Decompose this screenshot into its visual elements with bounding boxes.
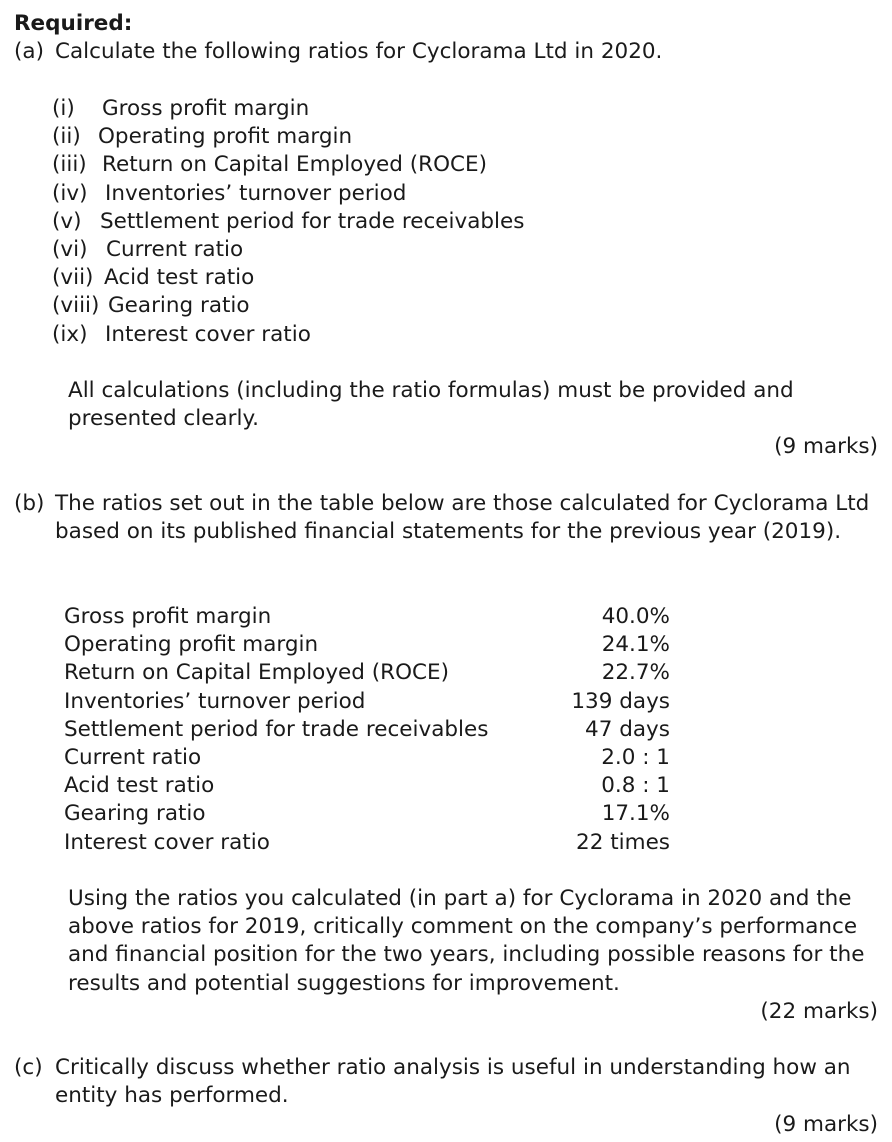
- table-row: [64, 603, 670, 631]
- table-row: [64, 631, 670, 659]
- list-item: [52, 292, 524, 320]
- list-item-number: (iii): [52, 152, 87, 178]
- list-item-number: (i): [52, 96, 75, 121]
- ratio-value: 47 days: [585, 716, 670, 742]
- table-row: [64, 829, 670, 857]
- part-c-label: (c): [14, 1055, 43, 1080]
- list-item-text: Operating profit margin: [98, 124, 353, 150]
- ratio-name: Inventories’ turnover period: [64, 688, 366, 714]
- ratio-value: 0.8 : 1: [601, 773, 670, 799]
- part-b-label: (b): [14, 491, 45, 516]
- ratio-value: 24.1%: [601, 632, 670, 658]
- list-item: [52, 95, 524, 123]
- list-item: [52, 321, 524, 349]
- ratio-name: Gearing ratio: [64, 801, 206, 827]
- part-a-label: (a): [14, 39, 44, 64]
- part-a-ratio-list: [52, 95, 524, 349]
- ratio-name: Acid test ratio: [64, 773, 215, 799]
- ratio-name: Return on Capital Employed (ROCE): [64, 660, 449, 686]
- list-item: [52, 123, 524, 151]
- table-row: [64, 659, 670, 687]
- list-item: [52, 208, 524, 236]
- ratio-name: Current ratio: [64, 745, 202, 771]
- part-b-intro: [14, 490, 884, 545]
- list-item-text: Settlement period for trade receivables: [100, 208, 525, 234]
- table-row: [64, 744, 670, 772]
- required-heading: Required:: [14, 11, 133, 36]
- ratio-name: Interest cover ratio: [64, 829, 270, 855]
- ratio-name: Gross profit margin: [64, 604, 272, 629]
- table-row: [64, 772, 670, 800]
- ratio-value: 40.0%: [601, 604, 670, 629]
- part-a-marks: (9 marks): [774, 434, 878, 459]
- ratio-value: 2.0 : 1: [601, 745, 670, 771]
- part-a-intro: [14, 38, 662, 66]
- list-item-text: Gearing ratio: [108, 293, 250, 319]
- part-c-marks: (9 marks): [774, 1112, 878, 1137]
- list-item-text: Current ratio: [106, 236, 244, 262]
- table-row: [64, 688, 670, 716]
- list-item: [52, 264, 524, 292]
- part-b-marks: (22 marks): [760, 999, 878, 1024]
- list-item-number: (vi): [52, 236, 88, 262]
- list-item-text: Return on Capital Employed (ROCE): [102, 152, 487, 178]
- table-row: [64, 716, 670, 744]
- list-item-text: Gross profit margin: [102, 96, 310, 121]
- list-item: [52, 151, 524, 179]
- list-item-number: (viii): [52, 293, 100, 319]
- ratio-name: Settlement period for trade receivables: [64, 716, 489, 742]
- ratio-value: 22 times: [576, 829, 670, 855]
- part-a-intro-text: Calculate the following ratios for Cyclorama Ltd in 2020.: [55, 39, 663, 64]
- ratio-name: Operating profit margin: [64, 632, 319, 658]
- ratio-value: 139 days: [571, 688, 670, 714]
- part-c-question-text: Critically discuss whether ratio analysis is useful in understanding how an entity has performed.: [55, 1055, 851, 1109]
- list-item-number: (ix): [52, 321, 88, 347]
- list-item-text: Interest cover ratio: [105, 321, 311, 347]
- table-row: [64, 800, 670, 828]
- ratio-value: 22.7%: [601, 660, 670, 686]
- list-item: [52, 236, 524, 264]
- part-a-note: All calculations (including the ratio formulas) must be provided and presented clearly.: [68, 378, 794, 432]
- ratio-table-2019: [64, 603, 670, 857]
- list-item-number: (iv): [52, 180, 88, 206]
- list-item-number: (v): [52, 208, 82, 234]
- part-b-intro-text: The ratios set out in the table below are those calculated for Cyclorama Ltd based on its published financial statements for the previous year (2019).: [55, 491, 870, 545]
- list-item-number: (ii): [52, 124, 81, 150]
- part-b-question: Using the ratios you calculated (in part a) for Cyclorama in 2020 and the above ratios for 2019, critically comment on the company’s performance and financial position for the two years, including possible reasons for the results and potential suggestions for improvement.: [68, 886, 865, 996]
- list-item: [52, 180, 524, 208]
- list-item-text: Inventories’ turnover period: [105, 180, 407, 206]
- part-c-question: [14, 1054, 884, 1109]
- list-item-number: (vii): [52, 265, 94, 291]
- list-item-text: Acid test ratio: [104, 265, 255, 291]
- ratio-value: 17.1%: [601, 801, 670, 827]
